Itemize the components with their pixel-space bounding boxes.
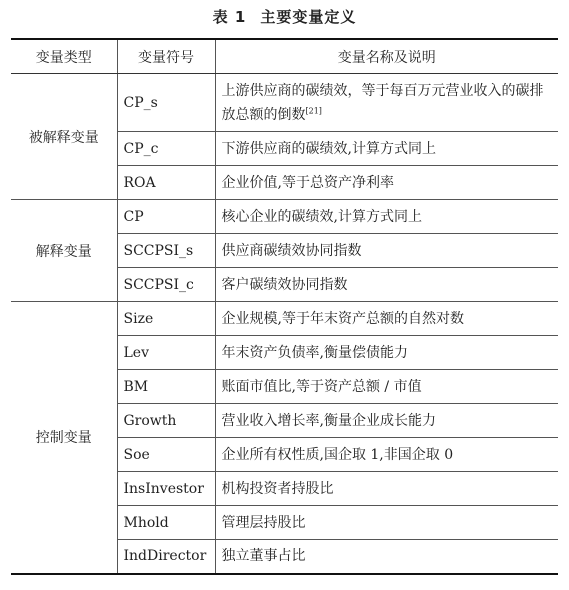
symbol-cell: CP_c [117,132,215,166]
symbol-cell: Mhold [117,506,215,540]
description-cell: 年末资产负债率,衡量偿债能力 [215,336,558,370]
table-row [11,302,558,336]
symbol-cell: Growth [117,404,215,438]
description-text: 上游供应商的碳绩效，等于每百万元营业收入的碳排放总额的倒数 [221,82,544,123]
header-row [11,39,558,74]
description-cell: 营业收入增长率,衡量企业成长能力 [215,404,558,438]
description-cell [215,74,558,132]
description-cell: 账面市值比,等于资产总额 / 市值 [215,370,558,404]
table-row [11,74,558,132]
table-number: 表 1 [212,8,247,26]
group-type-cell: 解释变量 [11,200,117,302]
description-cell: 下游供应商的碳绩效,计算方式同上 [215,132,558,166]
symbol-cell: IndDirector [117,540,215,574]
symbol-cell: ROA [117,166,215,200]
description-cell: 企业规模,等于年末资产总额的自然对数 [215,302,558,336]
header-variable-type: 变量类型 [11,39,117,74]
description-cell: 管理层持股比 [215,506,558,540]
symbol-cell: SCCPSI_s [117,234,215,268]
table-caption [0,6,569,27]
table-title: 主要变量定义 [260,8,357,26]
symbol-cell: BM [117,370,215,404]
description-cell: 客户碳绩效协同指数 [215,268,558,302]
description-cell: 供应商碳绩效协同指数 [215,234,558,268]
header-variable-symbol: 变量符号 [117,39,215,74]
description-cell: 企业价值,等于总资产净利率 [215,166,558,200]
symbol-cell: SCCPSI_c [117,268,215,302]
symbol-cell: Lev [117,336,215,370]
citation-ref: [21] [305,105,322,115]
symbol-cell: Size [117,302,215,336]
group-type-cell: 控制变量 [11,302,117,574]
variable-definition-table [11,38,558,575]
group-type-cell: 被解释变量 [11,74,117,200]
description-cell: 机构投资者持股比 [215,472,558,506]
table-row [11,200,558,234]
symbol-cell: CP [117,200,215,234]
symbol-cell: CP_s [117,74,215,132]
description-cell: 核心企业的碳绩效,计算方式同上 [215,200,558,234]
description-cell: 企业所有权性质,国企取 1,非国企取 0 [215,438,558,472]
symbol-cell: InsInvestor [117,472,215,506]
header-variable-description: 变量名称及说明 [215,39,558,74]
symbol-cell: Soe [117,438,215,472]
description-cell: 独立董事占比 [215,540,558,574]
